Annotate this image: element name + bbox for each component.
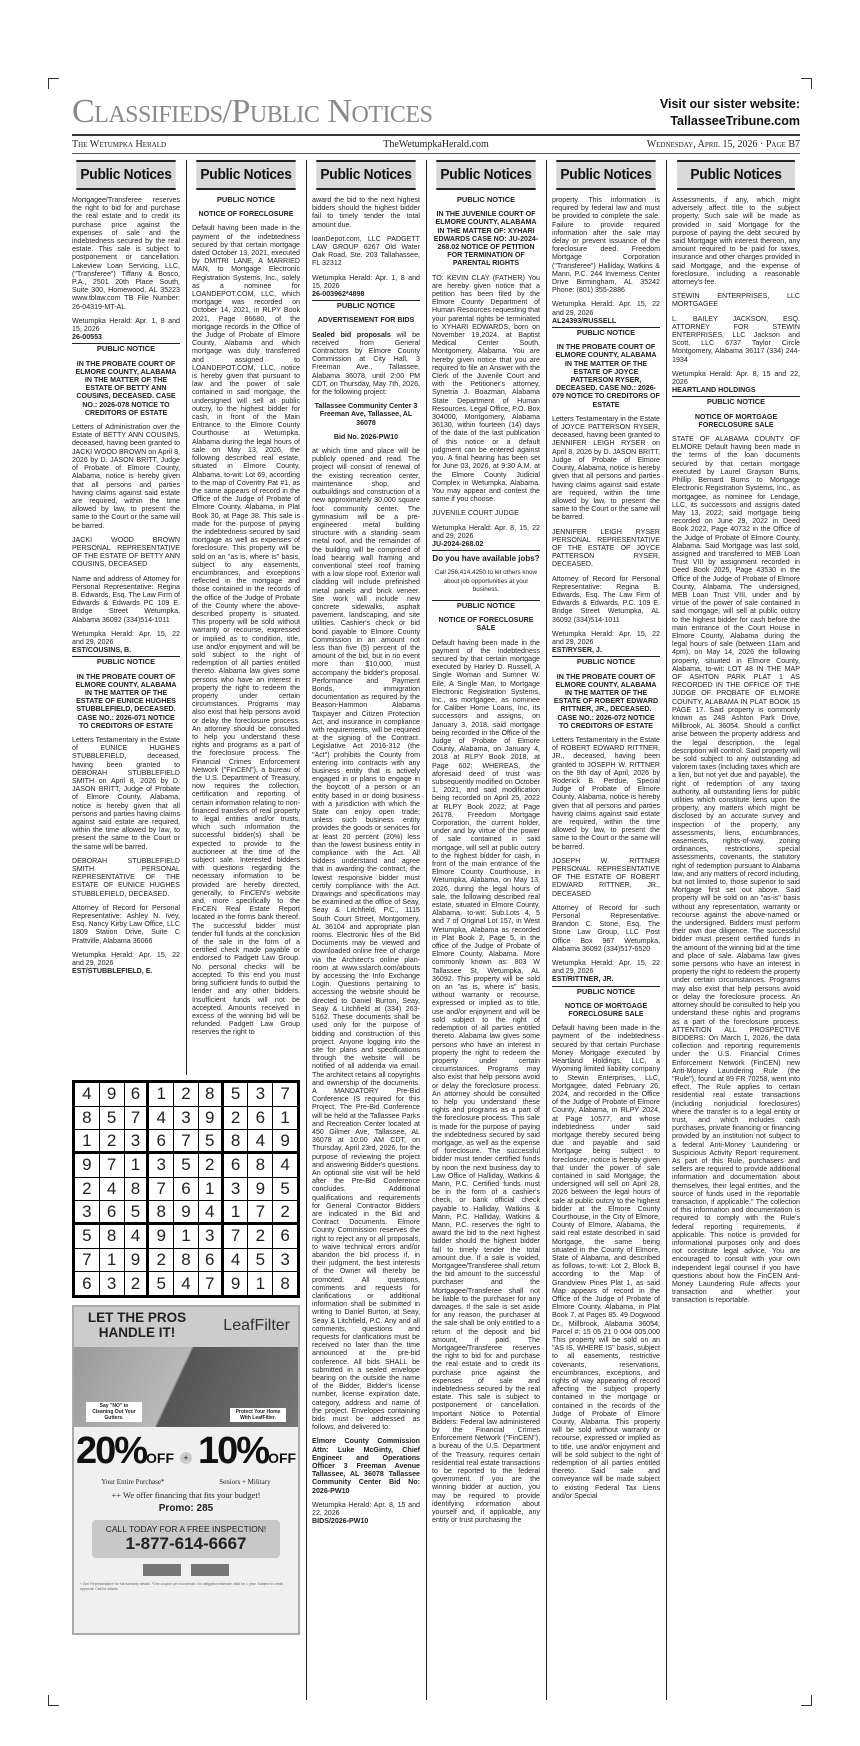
publication-line: Wetumpka Herald: Apr. 1, 8 and 15, 2026 [312,273,420,290]
sudoku-cell: 3 [199,1225,221,1248]
notice-code: 26-00553 [72,333,102,342]
sudoku-cell: 4 [75,1083,99,1106]
notice-firm: loanDepot.com, LLC PADGETT LAW GROUP 6267 Old Water Oak Road, Ste. 203 Tallahassee, FL 32312 [312,234,420,268]
sudoku-cell: 2 [199,1154,221,1177]
sudoku-cell: 9 [248,1178,272,1201]
sudoku-cell: 7 [125,1107,147,1130]
ad-tag-left: Say "NO" to Cleaning Out Your Gutters. [86,1402,142,1422]
notice-title: IN THE JUVENILE COURT OF ELMORE COUNTY, ALABAMA IN THE MATTER OF: XYHARI EDWARDS CASE NO: JU-2024-268.02 NOTICE OF PETITION FOR TERMINATION OF PARENTAL RIGHTS [433,210,539,268]
notice-code: EST/COUSINS, B. [72,646,132,655]
sudoku-cell: 2 [248,1225,272,1248]
column-6 [672,160,800,1700]
sudoku-cell: 9 [75,1154,99,1177]
offer-1-value: 20% [75,1430,146,1472]
crop-mark-top-left [48,78,59,89]
court-signature: JUVENILE COURT JUDGE [432,509,519,518]
sudoku-cell: 6 [199,1249,221,1272]
notice-paragraph: property. This information is required by federal law and must be provided to complete the sale. Failure to provide required information after the sale may delay or prevent issuance of the foreclosure deed. Freedom Mortgage Corporation ("Transferee") Halliday, Watkins & Mann, P.C. 244 Inverness Center Drive Birmingham, AL 35242 Phone: (801) 355-2886 [552,196,660,295]
notice-heading: PUBLIC NOTICE [456,600,516,610]
notice-mortgagee: STEWIN ENTERPRISES, LLC MORTGAGEE [672,292,800,309]
sudoku-cell: 5 [174,1154,198,1177]
notice-heading: PUBLIC NOTICE [96,344,156,354]
bid-lead: Sealed bid proposals [312,330,391,339]
folio-rule [72,153,800,154]
notice-divider [432,550,540,551]
crop-mark-bottom-right [801,1695,812,1706]
sudoku-cell: 7 [273,1083,297,1106]
column-5 [552,160,660,1700]
notice-title: IN THE PROBATE COURT OF ELMORE COUNTY, ALABAMA IN THE MATTER OF THE ESTATE OF JOYCE PATTERSON RYSER, DECEASED. CASE NO.: 2026-079 NOTICE TO CREDITORS OF ESTATE [552,343,660,409]
column-2 [192,160,300,1700]
ad-headline: LET THE PROS HANDLE IT! [87,1310,187,1340]
sudoku-cell: 9 [174,1201,198,1222]
off-label: OFF [268,1450,297,1466]
sudoku-cell: 4 [224,1249,248,1272]
notice-heading: PUBLIC NOTICE [216,195,276,204]
notice-text [672,196,800,1305]
sudoku-cell: 3 [273,1249,297,1272]
sudoku-cell: 7 [75,1249,99,1272]
sudoku-cell: 1 [125,1154,147,1177]
offer-20-percent [75,1430,174,1476]
sudoku-cell: 3 [100,1272,124,1295]
notice-attorney: L. BAILEY JACKSON, ESQ. ATTORNEY FOR STEWIN ENTERPRISES, LLC Jackson and Scott, LLC 6737 Taylor Circle Montgomery, Alabama 36117 (334) 244-1934 [672,314,800,364]
notice-paragraph: Letters Testamentary in the Estate of ROBERT EDWARD RITTNER, JR., deceased, having been granted to JOSEPH W. RITTNER on the 9th day of April, 2026 by Roderick B. Perdue, Special Judge of Probate of Elmore County, Alabama, notice is hereby given that all persons and parties having claims against said estate are required, within the time allowed by law, to present the same to the Court or the same will be barred. [552,735,660,851]
dateline: Wednesday, April 15, 2026 · Page B7 [646,139,800,150]
column-divider [666,160,667,1700]
sudoku-cell: 6 [174,1178,198,1201]
sudoku-cell: 8 [199,1083,221,1106]
sudoku-cell: 4 [174,1272,198,1295]
sudoku-cell: 8 [224,1130,248,1151]
publication-line: Wetumpka Herald: Apr. 8, 15 and 22, 2026 [312,1500,420,1518]
sudoku-cell: 5 [224,1083,248,1106]
project-name: Tallassee Community Center 3 Freeman Ave, Tallassee, AL 36078 [314,402,418,427]
masthead [72,94,800,130]
column-header: Public Notices [436,160,535,190]
sudoku-cell: 7 [149,1178,173,1201]
sudoku-cell: 1 [174,1225,198,1248]
sudoku-cell: 4 [273,1154,297,1177]
sudoku-cell: 6 [273,1225,297,1248]
notice-title: IN THE PROBATE COURT OF ELMORE COUNTY, ALABAMA IN THE MATTER OF THE ESTATE OF EUNICE HUGHES STUBBLEFIELD, DECEASED. CASE NO.: 2026-071 NOTICE TO CREDITORS OF ESTATE [75,672,177,730]
sudoku-cell: 4 [125,1225,147,1248]
notice-paragraph: award the bid to the next highest bidders should the highest bidder fail to timely tender the total amount due. [312,196,420,229]
sudoku-cell: 8 [248,1154,272,1177]
notice-paragraph: Letters of Administration over the Estate of BETTY ANN COUSINS, deceased, having been granted to JACKI WOOD BROWN on April 8, 2026 by D. JASON BRITT, Judge of Probate of Elmore County, Alabama, notice is hereby given that all persons and parties having claims against said estate are required, within the time allowed by law, to present the same to the Court or the same will be barred. [72,423,180,530]
notice-heading: PUBLIC NOTICE [576,328,636,338]
column-header: Public Notices [76,160,175,190]
notice-code: HEARTLAND HOLDINGS [672,386,756,395]
notices-columns [72,160,800,1700]
notice-paragraph: TO: KEVIN CLAY (FATHER) You are hereby given notice that a petition has been filed by the Elmore County Department of Human Resources requesting that your parental rights be terminated to XYHARI EDWARDS, born on November 19,2024, at Baptist Medical Center South, Montgomery, Alabama. You are hereby given notice that you are required to file an Answer with the Clerk of the Juvenile Court and with the Petitioner's attorney, Synetria J. Boazman, Alabama State Department of Human Resources, Legal Office, P.O. Box 304000, Montgomery, Alabama 36130, within fourteen (14) days of the date of the last publication of this notice or a default judgment can be entered against you. A final hearing has been set for June 03, 2026, at 9:30 A.M. at the Elmore County Judicial Complex in Wetumpka, Alabama. You may appear and contest the same if you choose. [432,273,540,504]
notice-code: BIDS/2026-PW10 [312,1517,369,1526]
sudoku-cell: 4 [248,1130,272,1151]
publication-line: Wetumpka Herald: Apr. 1, 8 and 15, 2026 [72,316,180,334]
sudoku-cell: 7 [248,1201,272,1222]
column-3 [312,160,420,1700]
column-header: Public Notices [556,160,655,190]
sudoku-cell: 8 [75,1107,99,1130]
notice-code: EST/STUBBLEFIELD, E. [72,967,153,976]
sudoku-cell: 7 [199,1272,221,1295]
sudoku-cell: 6 [248,1107,272,1130]
sudoku-cell: 6 [149,1130,173,1151]
crop-mark-bottom-left [48,1695,59,1706]
bid-intro: will be received from General Contractors by Elmore County Commission at City Hall, 3 Freeman Ave., Tallassee, Alabama 36078, until 2:00 PM CDT, on Thursday, May 7th, 2026, for the following project: [312,330,420,397]
notice-attorney: Attorney of Record for Personal Representative: Ashley N. Ivey, Esq. Nancy Kirby Law Office, LLC 1809 Station Drive, Suite C Prattville, Alabama 36066 [72,903,180,945]
sudoku-cell: 5 [149,1272,173,1295]
phone-number[interactable]: 1-877-614-6667 [125,1534,247,1553]
notice-text [72,196,180,975]
publication-line: Wetumpka Herald: Apr. 15, 22 and 29, 2026 [552,629,660,646]
notice-title: IN THE PROBATE COURT OF ELMORE COUNTY, ALABAMA IN THE MATTER OF THE ESTATE OF ROBERT EDWARD RITTNER, JR., DECEASED. CASE NO.: 2026-072 NOTICE TO CREDITORS OF ESTATE [553,672,659,730]
ad-tag-right: Protect Your Home With LeafFilter. [230,1408,286,1422]
sudoku-cell: 8 [273,1272,297,1295]
sudoku-cell: 9 [199,1107,221,1130]
sudoku-cell: 2 [224,1107,248,1130]
call-text: CALL TODAY FOR A FREE INSPECTION! [105,1524,267,1534]
notice-heading: PUBLIC NOTICE [456,195,516,204]
notice-paragraph: STATE OF ALABAMA COUNTY OF ELMORE Default having been made in the terms of the loan documents secured by that certain mortgage executed by Laurel Grayson Burns, Phillip Bernard Burns to Mortgage Electronic Registration Systems, Inc., as mortgagee, as nominee for Lendage, LLC, its successors and assigns dated May 13, 2022; said mortgage being recorded on June 29, 2022 in Deed Book 2022, Page 40732 in the Office of the Judge of Probate of Elmore County, Alabama. Said Mortgage was last sold, assigned and transferred to MEB Loan Trust VIII by assignment recorded in Deed Book 2025, Page 43530 in the Office of the Judge of Probate of Elmore County, Alabama. The undersigned, MEB Loan Trust VIII, under and by virtue of the power of sale contained in said mortgage, will sell at public outcry to the highest bidder for cash before the main entrance of the Court House in Elmore County, Alabama during the legal hours of sale (between 11am and 4pm), on May 14, 2026 the following property, situated in Elmore County, Alabama, to-wit: LOT 48 IN THE MAP OF ASHTON PARK PLAT 1 AS RECORDED IN THE OFFICE OF THE JUDGE OF PROBATE OF ELMORE COUNTY, ALABAMA IN PLAT BOOK 15 PAGE 17. Said property is commonly known as 248 Ashton Park Drive, Millbrook, AL 36054. Should a conflict arise between the property address and the legal description, the legal description will control. Said property will be sold subject to any outstanding ad valorem taxes (including taxes which are a lien, but not yet due and payable), the right of redemption of any taxing authority, all outstanding liens for public utilities which constitute liens upon the property, any matters which might be disclosed by an accurate survey and inspection of the property, any assessments, liens, encumbrances, easements, rights-of-way, zoning ordinances, restrictions, special assessments, covenants, the statutory right of redemption pursuant to Alabama law, and any matters of record including, but not limited to, those superior to said Mortgage first set out above. Said property will be sold on an "as-is" basis without any representation, warranty or recourse against the above-named or the undersigned. Bidders must perform their own due diligence. The successful bidder must present certified funds in the amount of the winning bid at the time and place of sale. Alabama law gives some persons who have an interest in property the right to redeem the property under certain circumstances. Programs may also exist that help persons avoid or delay the foreclosure process. An attorney should be consulted to help you understand these rights and programs as a part of the foreclosure process. ATTENTION ALL PROSPECTIVE BIDDERS: On March 1, 2026, the data collection and reporting requirements under the U.S. Financial Crimes Enforcement Network (FinCEN) new Anti-Money Laundering Rule (the "Rule"), found at 89 FR 70258, went into effect. The Rule applies to certain residential real estate transactions (including nonjudicial foreclosures) where the transfer is to a legal entity or trust, and which includes cash purchases, private financing or financing provided by an institution not subject to a federal Anti-Money Laundering or Suspicious Activity Report requirement. As part of this Rule, purchasers and sellers are required to provide additional information and documentation about themselves, their legal entities, and the source of funds used in the reportable transaction, if applicable." The collection of this information and documentation is required to comply with the Rule's federal reporting requirements, if applicable. This notice is provided for informational purposes only and does not constitute legal advice. You are encouraged to consult with your own independent legal counsel if you have questions about how the FinCEN Anti-Money Laundering Rule affects your transaction and whether your transaction is reportable. [672,435,800,1305]
notice-heading: PUBLIC NOTICE [336,301,396,311]
offer-1-caption: Your Entire Purchase* [101,1478,165,1486]
sudoku-cell: 1 [100,1249,124,1272]
notice-text [552,196,660,1500]
column-divider [546,160,547,1700]
sudoku-cell: 1 [248,1272,272,1295]
promo-code: Promo: 285 [158,1503,214,1514]
sudoku-cell: 3 [174,1107,198,1130]
notice-title: ADVERTISEMENT FOR BIDS [317,316,415,325]
folio-bar [72,138,800,152]
sudoku-cell: 5 [100,1107,124,1130]
plus-icon: + [180,1452,192,1464]
sudoku-cell: 2 [75,1178,99,1201]
notice-representative: JENNIFER LEIGH RYSER PERSONAL REPRESENTATIVE OF THE ESTATE OF JOYCE PATTERSON RYSER, DECEASED. [552,527,660,569]
sudoku-cell: 1 [273,1107,297,1130]
sudoku-cell: 5 [199,1130,221,1151]
sudoku-cell: 5 [75,1225,99,1248]
notice-paragraph: Assessments, if any, which might adversely affect title to the subject property. Such sale will be made as provided in said Mortgage for the purpose of paying the debt secured by said Mortgage with interest thereon, any amount required to be paid for taxes, insurance and other charges provided in said Mortgage, and the expense of foreclosure, including a reasonable attorney's fee. [672,196,800,287]
publication-line: Wetumpka Herald: Apr. 15, 22 and 29, 2026 [552,300,660,317]
notice-representative: JACKI WOOD BROWN PERSONAL REPRESENTATIVE OF THE ESTATE OF BETTY ANN COUSINS, DECEASED [72,535,180,569]
notice-paragraph: Default having been made in the payment of the indebtedness secured by that certain Purchase Money Mortgage executed by Heartland Holdings, LLC, a Wyoming limited liability company to Stewin Enterprises, LLC, Mortgagee, dated February 26, 2024, and recorded in the Office of the Judge of Probate of Elmore County, Alabama, in RLPY 2024, at Page 10577, and whose indebtedness under said mortgage thereby secured being due and payable and said Mortgage being subject to foreclosure, notice is hereby given that under the power of sale contained in said Mortgage, the undersigned will sell on April 28, 2026 between the legal hours of sale at public outcry to the highest bidder at the Elmore County Courthouse, in the City of Elmore, County of Elmore, Alabama, the said real estate described in said Mortgage, the same being situated in the County of Elmore, State of Alabama, and described as follows, to-wit: Lot 2, Block B, according to the Map of Grandview Pines Plat 1, as said Map appears of record in the Office of the Judge of Probate of Elmore County, Alabama, in Plat Book 7, at Pages 85. 49 Dogwood Dr., Millbrook, Alabama 36054; Parcel #: 15 05 21 0 004 005.000 This property will be sold on an "AS IS, WHERE IS" basis, subject to all easements, restrictive covenants, reservations, encumbrances, exceptions, and rights of way appearing of record affecting the subject property contained in the mortgage or contained in the records of the Judge of Probate of Elmore County, Alabama. This property will be sold without warranty or recourse, expressed or implied as to title, use and/or enjoyment and will be sold subject to the right of redemption of all parties entitled thereto. Said sale and conveyance will be made subject to existing Federal Tax Liens and/or Special [552,1024,660,1500]
column-header: Public Notices [677,160,795,190]
sudoku-cell: 4 [149,1107,173,1130]
notice-code: AL24393/RUSSELL [552,316,617,325]
publication-line: Wetumpka Herald: Apr. 15, 22 and 29, 2026 [72,629,180,646]
notice-text [192,196,300,1037]
sudoku-cell: 9 [125,1249,147,1272]
notice-representative: JOSEPH W. RITTNER PERSONAL REPRESENTATIVE OF THE ESTATE OF ROBERT EDWARD RITTNER, JR., DECEASED [552,856,660,898]
sudoku-cell: 7 [100,1154,124,1177]
jobs-promo-text: Call 256.414.4250 to let others know about job opportunities at your business. [434,569,538,593]
sudoku-cell: 3 [75,1201,99,1222]
column-divider [186,160,187,1075]
masthead-rule [72,134,800,136]
notice-attorney: Name and address of Attorney for Personal Representative: Regina B. Edwards, Esq. The Law Firm of Edwards & Edwards PC 109 E. Bridge Street Wetumpka, Alabama 36092 (334)514-1011 [72,574,180,624]
sudoku-cell: 2 [100,1130,124,1151]
sudoku-cell: 1 [224,1201,248,1222]
notice-title: NOTICE OF FORECLOSURE [198,210,294,219]
sudoku-cell: 9 [100,1083,124,1106]
financing-line: ++ We offer financing that fits your budget! [111,1490,261,1500]
notice-code: EST/RYSER, J. [552,646,602,655]
notice-title: IN THE PROBATE COURT OF ELMORE COUNTY, ALABAMA IN THE MATTER OF THE ESTATE OF BETTY ANN COUSINS, DECEASED. CASE NO.: 2026-078 NOTICE TO CREDITORS OF ESTATE [75,359,177,417]
jobs-promo-title: Do you have available jobs? [432,554,540,564]
notice-title: NOTICE OF FORECLOSURE SALE [438,616,534,633]
notice-code: EST/RITTNER, JR. [552,975,614,984]
column-header: Public Notices [316,160,415,190]
sudoku-cell: 6 [75,1272,99,1295]
sudoku-cell: 8 [174,1249,198,1272]
offer-2-caption: Seniors + Military [219,1478,271,1486]
sudoku-cell: 5 [125,1201,147,1222]
notice-paragraph: Mortgagee/Transferee reserves the right to bid for and purchase the real estate and to credit its purchase price against the expenses of sale and the indebtedness secured by the real estate. This sale is subject to postponement or cancellation. Lakeview Loan Servicing, LLC, ("Transferee") Tiffany & Bosco, P.A., 2501 20th Place South, Suite 300, Homewood, AL 35223 www.tblaw.com TB File Number: 26-04319-MT-AL [72,196,180,311]
notice-paragraph [312,331,420,397]
notice-code: 26-003962*4898 [312,290,365,299]
notice-paragraph: Default having been made in the payment of the indebtedness secured by that certain mortgage dated October 13, 2021, executed by DMITRI LANE, A MARRIED MAN, to Mortgage Electronic Registration Systems, Inc., solely as a nominee for LOANDEPOT.COM, LLC, which mortgage was recorded on October 14, 2021, in RLPY Book 2021, Page 86680, of the mortgage records in the Office of the Judge of Probate of Elmore County, Alabama and which mortgage was duly transferred and assigned to LOANDEPOT.COM, LLC, notice is hereby given that pursuant to law and the power of sale contained in said mortgage, the undersigned will sell at public outcry, to the highest bidder for cash, in front of the Main Entrance to the Elmore County Courthouse at Wetumpka, Alabama during the legal hours of sale on May 13, 2026, the following described real estate, situated in Elmore County, Alabama, to-wit: Lot 69, according to the map of Coventry Pat #1, as the same appears of record in the Office of the Judge of Probate of Elmore County, Alabama, in Plat Book 30, at Page 38. This sale is made for the purpose of paying the indebtedness secured by said mortgage as well as expenses of foreclosure. This property will be sold on an "as is, where is" basis, subject to any easements, encumbrances, and exceptions reflected in the mortgage and those contained in the records of the office of the Judge of Probate of the County where the above-described property is situated. This property will be sold without warranty or recourse, expressed or implied as to condition, title, use and/or enjoyment and will be sold subject to the right of redemption of all parties entitled thereto. Alabama law gives some persons who have an interest in property the right to redeem the property under certain circumstances. Programs may also exist that help persons avoid or delay the foreclosure process. An attorney should be consulted to help you understand these rights and programs as a part of the foreclosure process. The Financial Crimes Enforcement Network ("FinCEN"), a bureau of the U.S. Department of Treasury, now requires the collection, certification and reporting of certain information relating to non-financed transfers of real property to legal entities and/or trusts, which such information the successful bidder(s) shall be expected to provide to the auctioneer at the time of the subject sale. Interested bidders with questions regarding the necessary information to be provided are hereby directed, generally, to FinCEN's website and, more specifically to the FinCEN Real Estate Report located in the forms bank thereof. The successful bidder must tender full funds at the conclusion of the sale in the form of a certified check made payable or endorsed to Padgett Law Group. No personal checks will be accepted. To this end you must bring sufficient funds to outbid the lender and any other bidders. Insufficient funds will not be accepted. Amounts received in excess of the winning bid will be refunded. Padgett Law Group reserves the right to [192,224,300,1037]
notice-paragraph: Letters Testamentary in the Estate of JOYCE PATTERSON RYSER, deceased, having been granted to JENNIFER LEIGH RYSER on April 8, 2026 by D. JASON BRITT, Judge of Probate of Elmore County, Alabama, notice is hereby given that all persons and parties having claims against said estate are required, within the time allowed by law, to present the same to the Court or the same will be barred. [552,414,660,522]
notice-heading: PUBLIC NOTICE [576,657,636,667]
sudoku-cell: 3 [149,1154,173,1177]
paper-website[interactable]: TheWetumpkaHerald.com [383,139,489,150]
crop-mark-top-right [801,78,812,89]
notice-heading: PUBLIC NOTICE [96,657,156,667]
sudoku-cell: 4 [100,1178,124,1201]
usa-flag-icon [143,1564,181,1576]
bid-address: Elmore County Commission Attn: Luke McGinty, Chief Engineer and Operations Officer 3 Freeman Avenue Tallassee, AL 36078 Tallassee Community Center Bid No: 2026-PW10 [312,1437,420,1495]
sudoku-cell: 3 [248,1083,272,1106]
sudoku-cell: 8 [149,1201,173,1222]
off-label: OFF [146,1450,174,1466]
sudoku-cell: 2 [125,1272,147,1295]
sudoku-cell: 1 [199,1178,221,1201]
sudoku-cell: 8 [125,1178,147,1201]
notice-heading: PUBLIC NOTICE [706,397,766,407]
publication-line: Wetumpka Herald: Apr. 15, 22 and 29, 2026 [552,959,660,976]
notice-paragraph: at which time and place will be publicly opened and read. The project will consist of renewal of the existing recreation center, maintenance shop, and outbuildings and construction of a new approximately 30,000 square foot community center. The gymnasium will be a pre-engineered metal building structure with a standing seam metal roof, and the remainder of the building will be comprised of load bearing wall framing and conventional steel roof framing with a low slope roof. Exterior wall cladding will include prefinished metal panels and brick veneer. Site work will include new concrete sidewalks, asphalt pavement, landscaping, and site utilities. Cashier's check or bid bond payable to Elmore County Commission in an amount not less than five (5) percent of the amount of the bid, but in no event more than $10,000, must accompany the bidder's proposal. Performance and Payment Bonds, immigration documentation as required by the Beason-Hammon Alabama Taxpayer and Citizen Protection Act, and insurance in compliance with requirements, will be required at the signing of the Contract. Legislative Act 2016-312 (the "Act") prohibits the County from entering into contracts with any business entity that is actively engaged in or plans to engage in the boycott of a person or an entity based in or doing business with a jurisdiction with which the State can enjoy open trade; unless such business entity provides the goods or services for at least 20 percent (20%) less than the lowest business entity in compliance with the Act. All bidders understand and agree that in awarding the contract, the lowest responsive bidder must certify compliance with the Act. Drawings and specifications may be examined at the office of Seay, Seay & Litchfield, P.C., 1115 South Court Street, Montgomery, AL 36104 and appropriate plan rooms. Electronic files of the Bid Documents may be viewed and downloaded online free of charge via the Architect's online plan-room at www.sslarch.com/abouts by accessing the Info Exchange Login. Questions pertaining to accessing the website should be directed to Daniel Burton, Seay, Seay & Litchfield at (334) 263-5162. These documents shall be used only for the purpose of bidding and construction of this project. Anyone logging into the site for plans and specifications through the website will be notified of all addenda via email. The architect retains all copyrights and ownership of the documents. A MANDATORY Pre-Bid Conference IS required for this Project. The Pre-Bid Conference will be held at the Tallassee Parks and Recreation Center located at 450 Gilmer Ave, Tallassee, AL 36078 at 10:00 AM CDT, on Thursday, April 23rd, 2026, for the purpose of reviewing the project and answering Bidder's questions. An optional site visit will be held after the Pre-Bid Conference concludes. Additional qualifications and requirements for General Contractor Bidders are indicated in the Bid and Contract Documents. Elmore County Commission reserves the right to reject any or all proposals, to waive technical errors and/or abandon the bid process if, in their judgment, the best interests of the Owner will thereby be promoted. All questions, comments and requests for clarifications or additional information shall be submitted in writing to Daniel Burton, at Seay, Seay & Litchfield, P.C. Any and all comments, questions and requests for clarifications must be received no later than the time announced at the pre-bid conference. All bids SHALL be submitted in a sealed envelope bearing on the outside the name of the Bidder, Bidder's license number, license expiration date, category, address and name of the project. Envelopes containing bids must be addressed as follows, and delivered to: [312,447,420,1432]
sudoku-cell: 1 [149,1083,173,1106]
sister-site-label: Visit our sister website: [659,97,800,111]
sister-site-promo [660,96,800,130]
column-4 [432,160,540,1700]
sudoku-cell: 8 [100,1225,124,1248]
sudoku-cell: 6 [100,1201,124,1222]
paper-name: The Wetumpka Herald [72,139,167,150]
sudoku-cell: 6 [224,1154,248,1177]
bid-number: Bid No. 2026-PW10 [333,432,399,441]
notice-paragraph: Letters Testamentary in the Estate of EUNICE HUGHES STUBBLEFIELD, deceased, having been granted to DEBORAH STUBBLEFIELD SMITH on April 8, 2026 by D. JASON BRITT, Judge of Probate of Elmore County, Alabama, notice is hereby given that all persons and parties having claims against said estate are required, within the time allowed by law, to present the same to the Court or the same will be barred. [72,735,180,851]
notice-text [312,196,420,1525]
ad-fine-print: + See Representative for full warranty details. *One coupon per household. No obligation estimate valid for 1 year. Subject to credit approval. Call for details. [80,1582,283,1591]
sudoku-cell: 7 [174,1130,198,1151]
sudoku-cell: 1 [75,1130,99,1151]
notice-heading: PUBLIC NOTICE [576,986,636,996]
sudoku-cell: 2 [273,1201,297,1222]
notice-title: NOTICE OF MORTGAGE FORECLOSURE SALE [564,1001,648,1019]
sudoku-cell: 3 [224,1178,248,1201]
sister-site-link[interactable]: TallasseeTribune.com [670,114,800,128]
publication-line: Wetumpka Herald: Apr. 8, 15, 22 and 29, 2026 [432,523,540,540]
sudoku-cell: 6 [125,1083,147,1106]
notice-attorney: Attorney of Record for such Personal Representative: Brandon C. Stone, Esq. The Stone Law Group, LLC Post Office Box 967 Wetumpka, Alabama 36092 (334)517-6520 [552,903,660,953]
column-header: Public Notices [196,160,295,190]
sudoku-cell: 7 [224,1225,248,1248]
sudoku-cell: 4 [199,1201,221,1222]
publication-line: Wetumpka Herald: Apr. 8, 15 and 22, 2026 [672,369,800,387]
notice-title: NOTICE OF MORTGAGE FORECLOSURE SALE [694,412,778,429]
sudoku-cell: 2 [174,1083,198,1106]
sudoku-cell: 9 [273,1130,297,1151]
notice-representative: DEBORAH STUBBLEFIELD SMITH PERSONAL REPRESENTATIVE OF THE ESTATE OF EUNICE HUGHES STUBBLEFIELD, DECEASED. [72,856,180,898]
section-title: Classifieds/Public Notices [72,93,433,130]
sudoku-cell: 5 [273,1178,297,1201]
sudoku-cell: 3 [125,1130,147,1151]
notice-code: JU-2024-268.02 [432,539,484,548]
notice-paragraph: Default having been made in the payment of the indebtedness secured by that certain mortgage executed by Harley D. Russell, A Single Woman and Sumner W. Eile, A Single Man, to Mortgage Electronic Registration Systems, Inc., as mortgagee, as nominee for Caliber Home Loans, Inc, its successors and assigns, on January 3, 2018, said mortgage being recorded in the Office of the Judge of Probate of Elmore County, Alabama, on January 4, 2018 at RLPY Book 2018, at Page 602; WHEREAS, the aforesaid deed of trust was subsequently modified on October 1, 2021, and said modification being recorded on April 25, 2022 at RLPY Book 2022; at Page 26178. Freedom Mortgage Corporation, the current holder, under and by virtue of the power of sale contained in said mortgage, will sell at public outcry to the highest bidder for cash, in front of the main entrance of the Elmore County Courthouse, in Wetumpka, Alabama, on May 13, 2026, during the legal hours of sale, the following described real estate, situated in Elmore County, Alabama, to-wit: Sub.Lots 4, 5 and 7 of Original Lot 157, in West Wetumpka, Alabama as recorded in Plat Book 2, Page 5, in the office of the Judge of Probate of Elmore County, Alabama. More commonly known as: 803 W Tallassee St, Wetumpka, AL 36092. This property will be sold on an "as is, where is" basis, without warranty or recourse, expressed or implied as to title, use and/or enjoyment and will be sold subject to the right of redemption of all parties entitled thereto. Alabama law gives some persons who have an interest in property the right to redeem the property under certain circumstances. Programs may also exist that help persons avoid or delay the foreclosure process. An attorney should be consulted to help you understand these rights and programs as a part of the foreclosure process. This sale is made for the purpose of paying the indebtedness secured by said mortgage, as well as the expense of foreclosure. The successful bidder must tender certified funds by noon the next business day to Law Office of Halliday, Watkins & Mann, P.C. Certified funds must be in the form of a cashier's check, or bank official check payable to Halliday, Watkins & Mann, P.C. Halliday, Watkins & Mann, P.C. reserves the right to award the bid to the next highest bidder should the highest bidder fail to timely tender the total amount due. If a sale is voided, Mortgagee/Transferee shall return the bid amount to the successful purchaser and the Mortgagee/Transferee shall not be liable to the purchaser for any damages. If the sale is set aside for any reason, the purchaser at the sale shall be only entitled to a return of the deposit and bid amount, if paid. The Mortgagee/Transferee reserves the right to bid for and purchase the real estate and to credit its purchase price against the expenses of sale and indebtedness secured by the real estate. This sale is subject to postponement or cancellation. Important Notice to Potential Bidders: Federal law administered by the Financial Crimes Enforcement Network ("FinCEN"), a bureau of the U.S. Department of the Treasury, requires certain residential real estate transactions to be reported to the federal government. If you are the winning bidder at auction, you may be required to provide identifying information about yourself and, if applicable, any entity or trust purchasing the [432,638,540,1525]
notice-attorney: Attorney of Record for Personal Representative: Regina B. Edwards, Esq. The Law Firm of Edwards & Edwards, P.C. 109 E. Bridge Street Wetumpka, AL 36092 (334)514-1011 [552,574,660,624]
publication-line: Wetumpka Herald: Apr. 15, 22 and 29, 2026 [72,950,180,968]
leaffilter-logo-icon: LeafFilter [223,1317,290,1334]
notice-text [432,196,540,1524]
sudoku-cell: 9 [224,1272,248,1295]
sudoku-cell: 9 [149,1225,173,1248]
column-divider [426,160,427,1700]
sudoku-cell: 5 [248,1249,272,1272]
column-divider [306,160,307,1700]
offer-2-value: 10% [198,1430,269,1472]
sudoku-cell: 2 [149,1249,173,1272]
